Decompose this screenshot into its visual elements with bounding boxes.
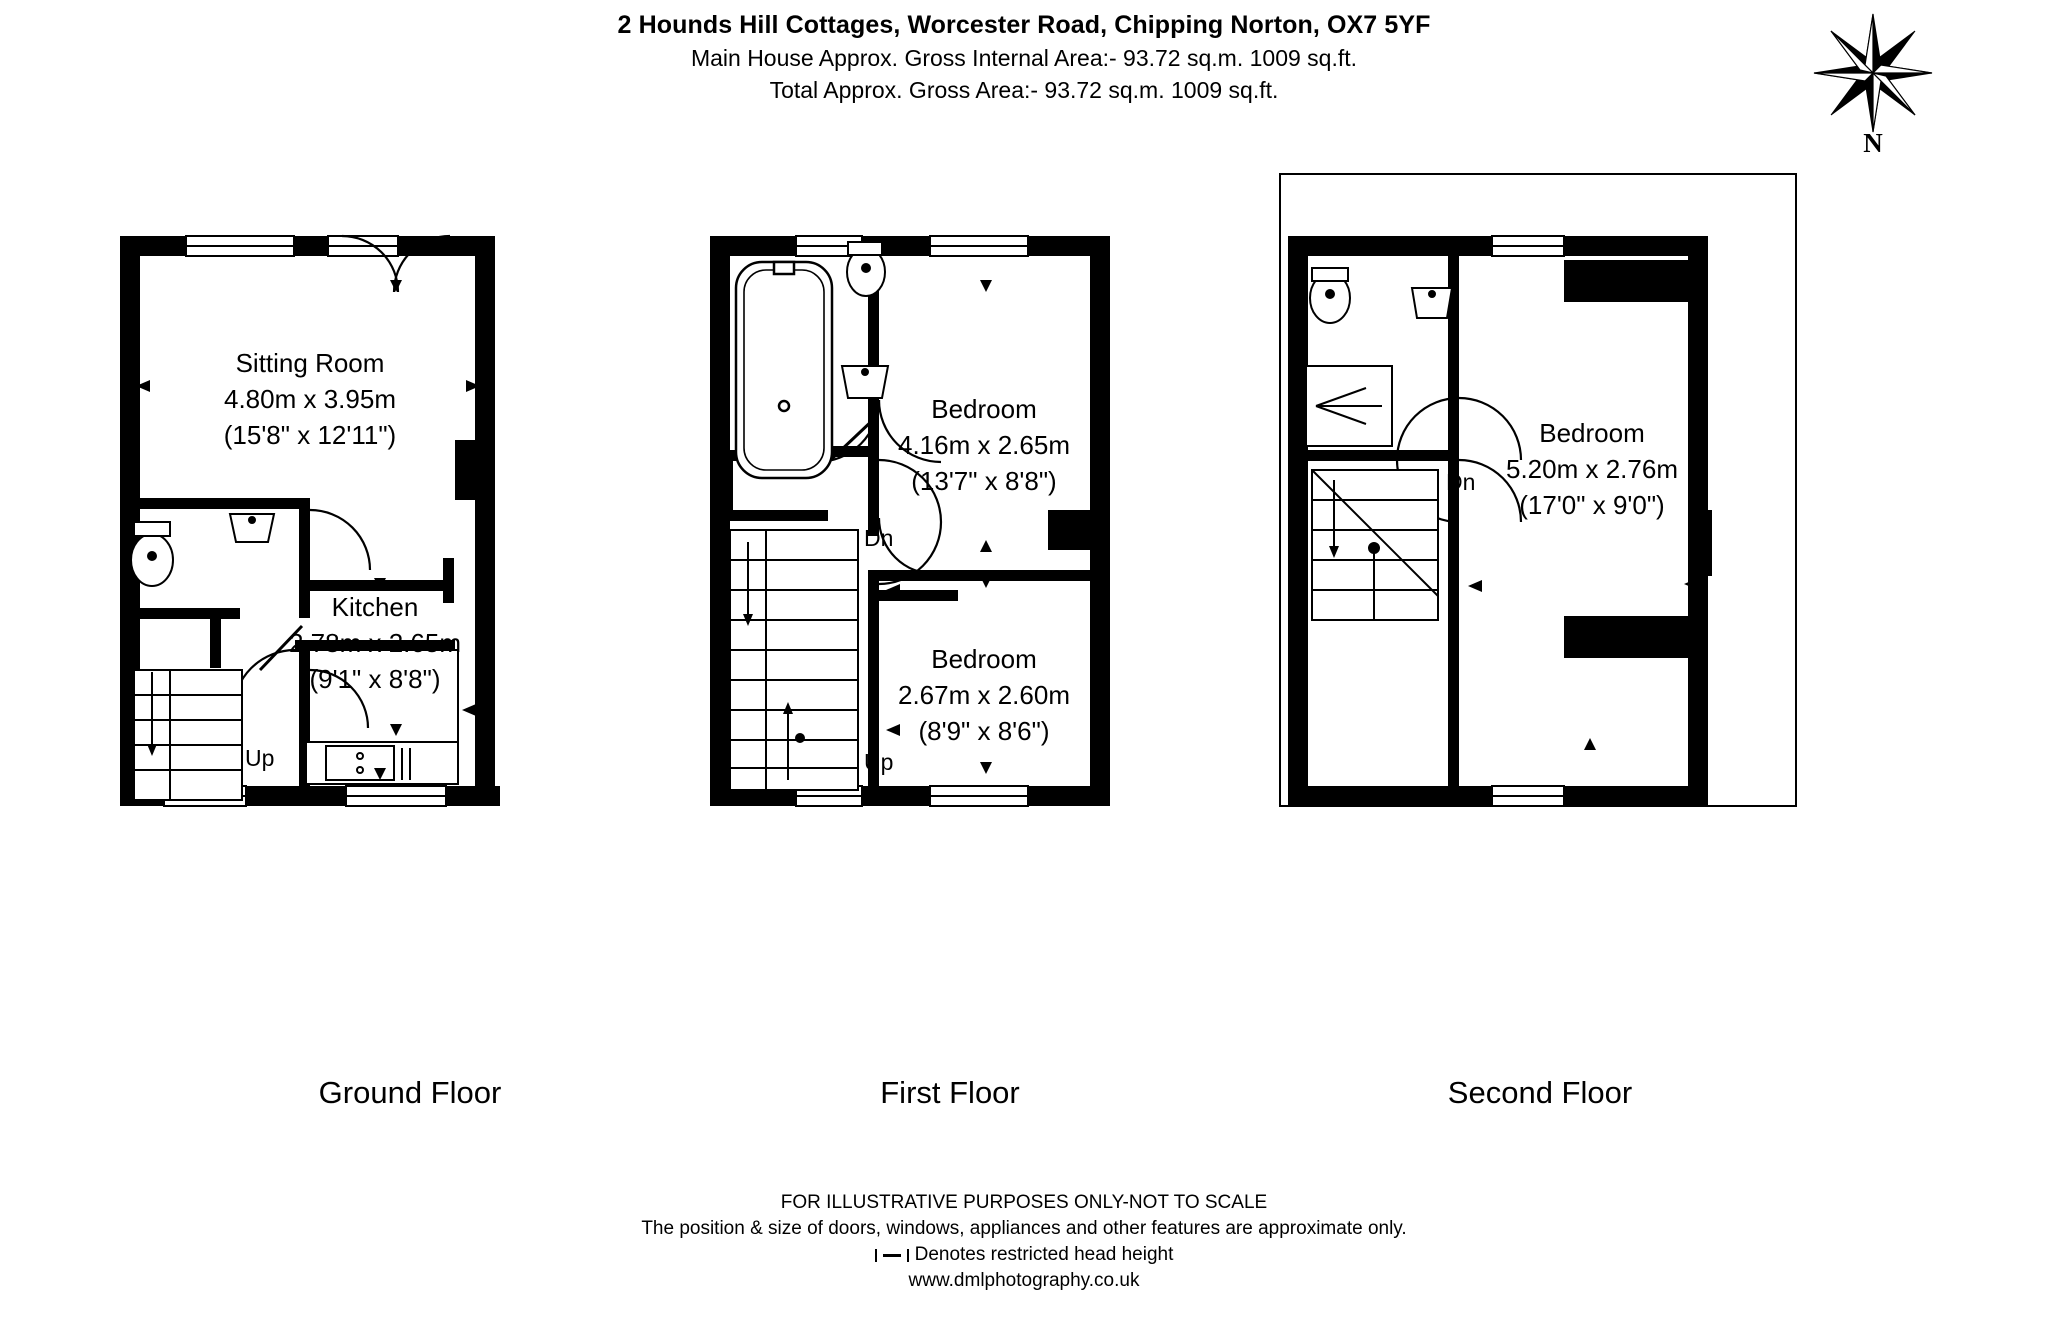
disclaimer-line-1: FOR ILLUSTRATIVE PURPOSES ONLY-NOT TO SCALE xyxy=(780,1192,1268,1213)
plan-footer xyxy=(0,1190,2048,1294)
room-imperial-kitchen: (9'1" x 8'8") xyxy=(309,664,441,694)
room-metric-kitchen: 2.78m x 2.65m xyxy=(289,628,461,658)
room-imperial-bedroom-3: (17'0" x 9'0") xyxy=(1519,490,1665,520)
compass-rose-icon xyxy=(1808,8,1938,138)
website-credit: www.dmlphotography.co.uk xyxy=(908,1270,1140,1291)
floor-label-ground: Ground Floor xyxy=(318,1075,502,1110)
stair-label-dn: Dn xyxy=(864,525,894,551)
floor-label-second: Second Floor xyxy=(1447,1075,1633,1110)
stair-label-up: Up xyxy=(245,745,275,771)
stair-label-dn: Dn xyxy=(1446,469,1476,495)
page-title: 2 Hounds Hill Cottages, Worcester Road, Chipping Norton, OX7 5YF xyxy=(617,11,1431,39)
second-floor-plan xyxy=(1270,150,1810,870)
room-metric-bedroom-2: 2.67m x 2.60m xyxy=(898,680,1070,710)
main-house-area: Main House Approx. Gross Internal Area:- 93.72 sq.m. 1009 sq.ft. xyxy=(690,45,1358,71)
room-name-bedroom-1: Bedroom xyxy=(931,394,1037,424)
room-imperial-bedroom-1: (13'7" x 8'8") xyxy=(911,466,1057,496)
room-metric-bedroom-1: 4.16m x 2.65m xyxy=(898,430,1070,460)
first-floor-plan xyxy=(700,150,1140,870)
room-name-kitchen: Kitchen xyxy=(331,592,419,622)
room-name-bedroom-3: Bedroom xyxy=(1539,418,1645,448)
restricted-head-height-legend xyxy=(0,1242,2048,1268)
room-metric-bedroom-3: 5.20m x 2.76m xyxy=(1506,454,1678,484)
room-name-bedroom-2: Bedroom xyxy=(931,644,1037,674)
compass xyxy=(1808,8,1938,158)
stair-label-up: Up xyxy=(864,749,894,775)
ground-floor-plan xyxy=(110,150,640,870)
room-name-sitting-room: Sitting Room xyxy=(235,348,385,378)
compass-north-label: N xyxy=(1863,128,1883,158)
restricted-head-height-icon xyxy=(875,1249,909,1262)
room-metric-sitting-room: 4.80m x 3.95m xyxy=(224,384,396,414)
plan-header xyxy=(0,8,2048,106)
room-imperial-sitting-room: (15'8" x 12'11") xyxy=(223,420,397,450)
disclaimer-line-2: The position & size of doors, windows, appliances and other features are approximate only. xyxy=(641,1218,1407,1239)
room-imperial-bedroom-2: (8'9" x 8'6") xyxy=(918,716,1050,746)
restricted-head-height-label: Denotes restricted head height xyxy=(914,1244,1174,1265)
total-area: Total Approx. Gross Area:- 93.72 sq.m. 1009 sq.ft. xyxy=(769,77,1279,103)
floor-label-first: First Floor xyxy=(880,1075,1020,1110)
